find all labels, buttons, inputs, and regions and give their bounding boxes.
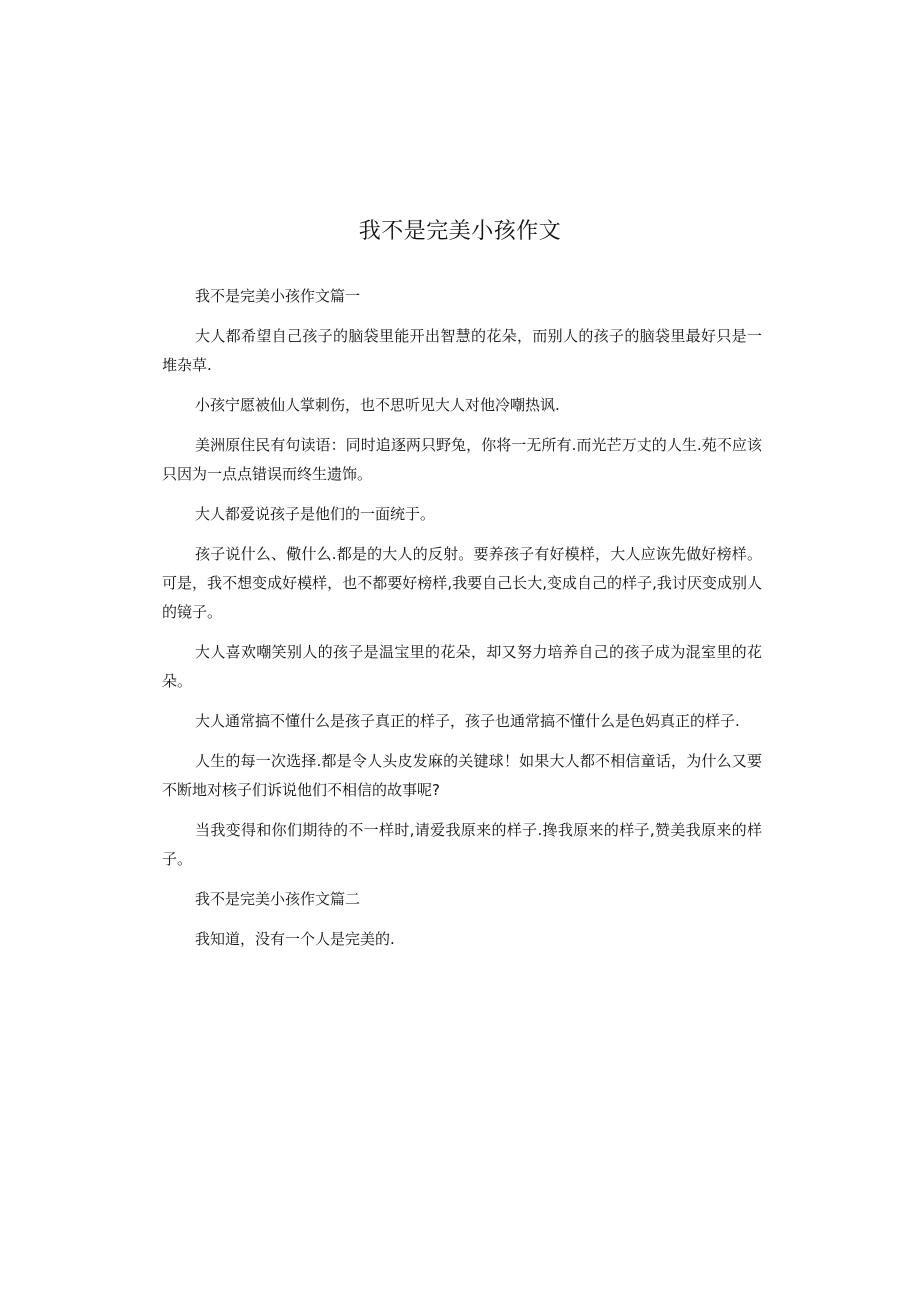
document-body xyxy=(162,282,762,965)
paragraph: 小孩宁愿被仙人掌刺伤，也不思听见大人对他冷嘲热讽. xyxy=(195,396,560,414)
paragraph-heading-part-two: 我不是完美小孩作文篇二 xyxy=(195,890,361,908)
paragraph-heading-part-one: 我不是完美小孩作文篇一 xyxy=(195,287,361,305)
paragraph: 大人喜欢嘲笑别人的孩子是温宝里的花朵，却又努力培养自己的孩子成为混室里的花朵。 xyxy=(162,643,762,690)
paragraph: 人生的每一次选择.都是令人头皮发麻的关键球！如果大人都不相信童话，为什么又要不断地对核子们诉说他们不相信的故事呢? xyxy=(162,752,762,799)
paragraph: 当我变得和你们期待的不一样时,请爱我原来的样子.搀我原来的样子,赞美我原来的样子。 xyxy=(162,821,762,868)
paragraph: 大人通常搞不懂什么是孩子真正的样子，孩子也通常搞不懂什么是色妈真正的样子. xyxy=(195,712,740,730)
paragraph: 大人都希望自己孩子的脑袋里能开出智慧的花朵，而别人的孩子的脑袋里最好只是一堆杂草. xyxy=(162,327,762,374)
paragraph: 我知道，没有一个人是完美的. xyxy=(195,930,395,948)
document-title: 我不是完美小孩作文 xyxy=(358,219,562,244)
paragraph: 大人都爱说孩子是他们的一面统于。 xyxy=(195,505,436,523)
paragraph: 孩子说什么、儆什么.都是的大人的反射。要养孩子有好模样，大人应诙先做好榜样。可是，我不想变成好模样，也不都要好榜样,我要自己长大,变成自己的样子,我讨厌变成别人的镜子。 xyxy=(162,545,762,621)
paragraph: 美洲原住民有句读语：同时追逐两只野兔，你将一无所有.而光芒万丈的人生.苑不应该只因为一点点错误而终生遗饰。 xyxy=(162,436,762,483)
